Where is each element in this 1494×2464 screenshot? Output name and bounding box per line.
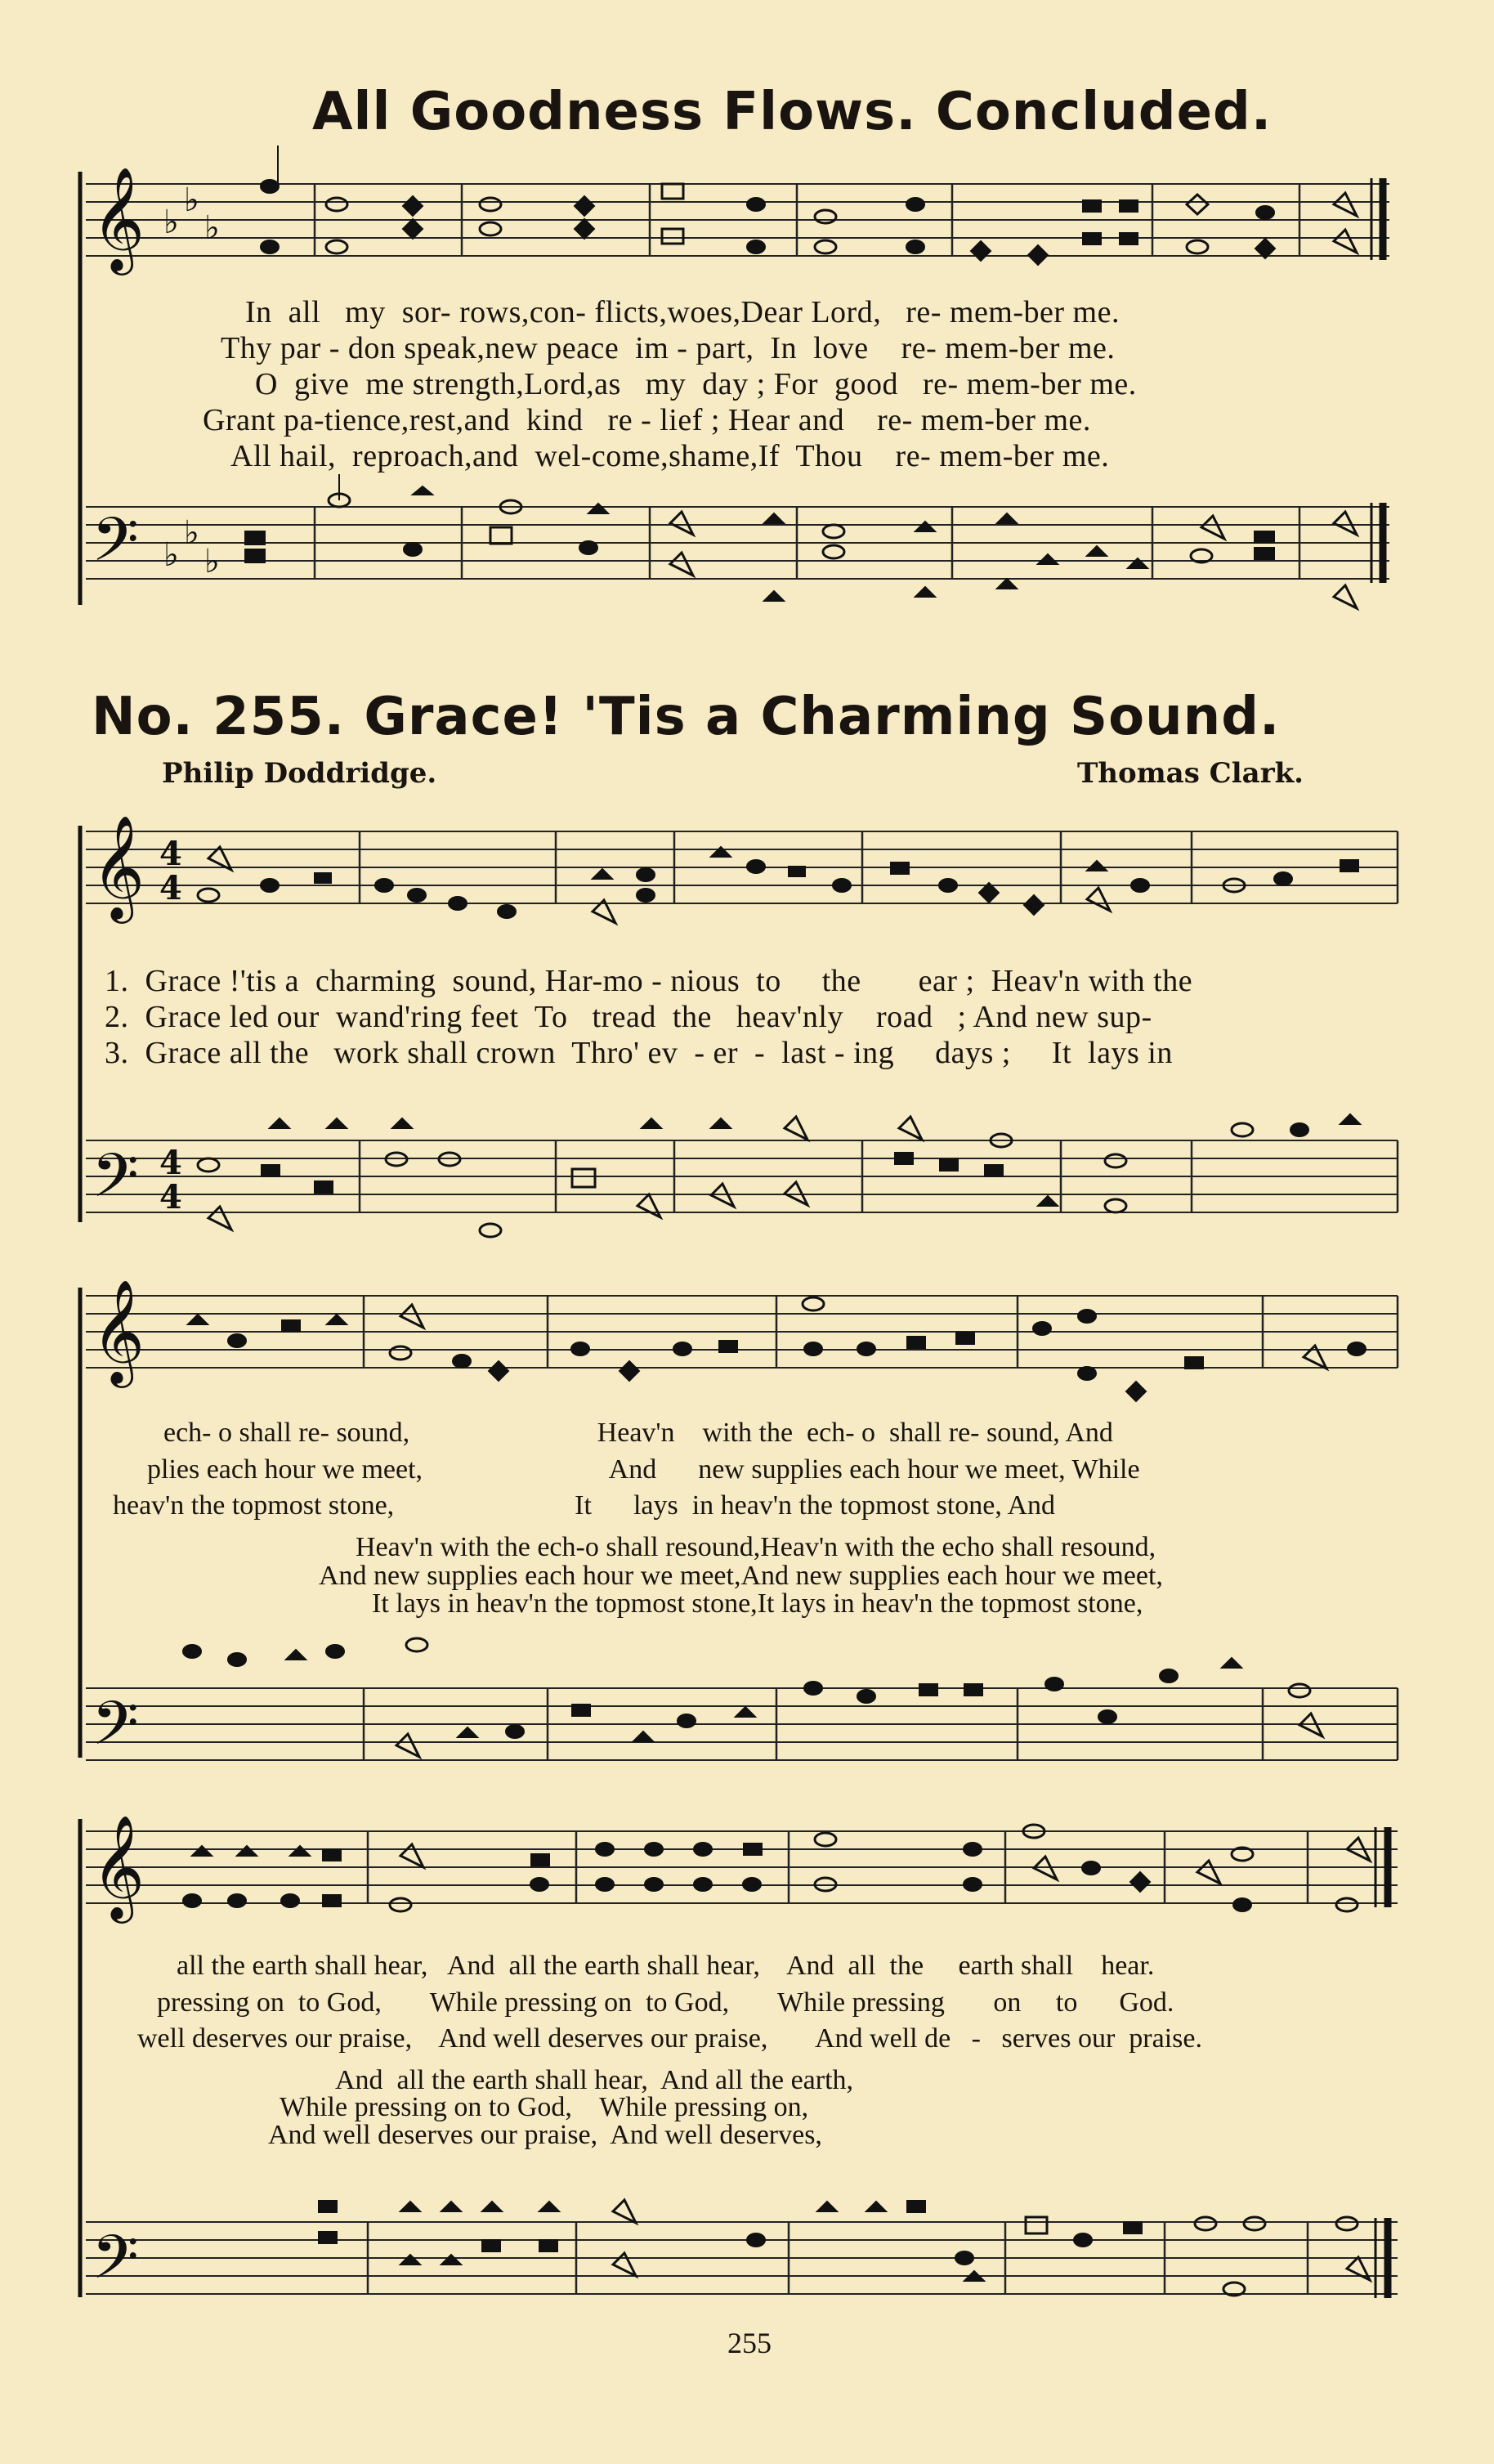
svg-text:♭: ♭ — [204, 209, 220, 247]
svg-text:♭: ♭ — [163, 536, 179, 574]
bass-lyric-2-line-1: Heav'n with the ech-o shall resound,Heav'n with the echo shall resound, — [356, 1532, 1156, 1562]
svg-text:4: 4 — [159, 835, 182, 873]
bass-lyric-3-line-3: And well deserves our praise, And well deserves, — [268, 2120, 822, 2150]
verse-1-line-3: all the earth shall hear, And all the earth shall hear, And all the earth shall hear. — [177, 1951, 1155, 1981]
verse-3-line-1: 3. Grace all the work shall crown Thro' ev - er - last - ing days ; It lays in — [105, 1036, 1173, 1070]
verse-1-line-2: ech- o shall re- sound, Heav'n with the ech- o shall re- sound, And — [163, 1418, 1113, 1448]
svg-text:𝄢: 𝄢 — [92, 2222, 139, 2308]
top-hymn-lyric-line-2: Thy par - don speak,new peace im - part, In love re- mem-ber me. — [221, 331, 1116, 365]
bass-lyric-2-line-3: It lays in heav'n the topmost stone,It lays in heav'n the topmost stone, — [372, 1588, 1143, 1619]
svg-text:4: 4 — [159, 1178, 182, 1216]
verse-2-line-1: 2. Grace led our wand'ring feet To tread the heav'nly road ; And new sup- — [105, 1000, 1152, 1034]
top-hymn-lyric-line-3: O give me strength,Lord,as my day ; For good re- mem-ber me. — [255, 367, 1137, 401]
bass-lyric-2-line-2: And new supplies each hour we meet,And new supplies each hour we meet, — [319, 1561, 1163, 1591]
svg-text:𝄢: 𝄢 — [92, 1688, 139, 1774]
svg-text:♭: ♭ — [204, 543, 220, 580]
verse-3-line-2: heav'n the topmost stone, It lays in heav'n the topmost stone, And — [113, 1490, 1056, 1521]
verse-3-line-3: well deserves our praise, And well deserves our praise, And well de - serves our praise. — [137, 2023, 1202, 2054]
page-number: 255 — [727, 2327, 772, 2359]
svg-text:𝄢: 𝄢 — [92, 1140, 139, 1226]
svg-text:𝄞: 𝄞 — [92, 1279, 145, 1383]
bass-lyric-3-line-2: While pressing on to God, While pressing on, — [280, 2092, 809, 2122]
verse-2-line-2: plies each hour we meet, And new supplies each hour we meet, While — [147, 1454, 1140, 1485]
bass-lyric-3-line-1: And all the earth shall hear, And all the earth, — [335, 2065, 854, 2095]
top-hymn-lyric-line-5: All hail, reproach,and wel-come,shame,If Thou re- mem-ber me. — [230, 439, 1110, 473]
top-hymn-title: All Goodness Flows. Concluded. — [312, 82, 1273, 142]
svg-text:𝄞: 𝄞 — [92, 1814, 145, 1919]
top-hymn-lyric-line-1: In all my sor- rows,con- flicts,woes,Dear Lord, re- mem-ber me. — [245, 295, 1120, 329]
verse-2-line-3: pressing on to God, While pressing on to God, While pressing on to God. — [157, 1987, 1174, 2018]
svg-text:𝄞: 𝄞 — [92, 814, 145, 919]
svg-text:4: 4 — [159, 1144, 182, 1182]
top-hymn-lyric-line-4: Grant pa-tience,rest,and kind re - lief ; Hear and re- mem-ber me. — [203, 403, 1091, 437]
svg-text:𝄢: 𝄢 — [92, 504, 139, 590]
composer-credit: Thomas Clark. — [1077, 757, 1304, 790]
svg-text:𝄞: 𝄞 — [92, 166, 145, 271]
verse-1-line-1: 1. Grace !'tis a charming sound, Har-mo - nious to the ear ; Heav'n with the — [105, 964, 1193, 998]
svg-text:♭: ♭ — [184, 181, 199, 219]
svg-text:4: 4 — [159, 869, 182, 907]
svg-text:♭: ♭ — [163, 204, 179, 241]
author-credit: Philip Doddridge. — [162, 757, 437, 790]
svg-text:♭: ♭ — [184, 514, 199, 552]
hymn-number-title: No. 255. Grace! 'Tis a Charming Sound. — [92, 687, 1281, 747]
